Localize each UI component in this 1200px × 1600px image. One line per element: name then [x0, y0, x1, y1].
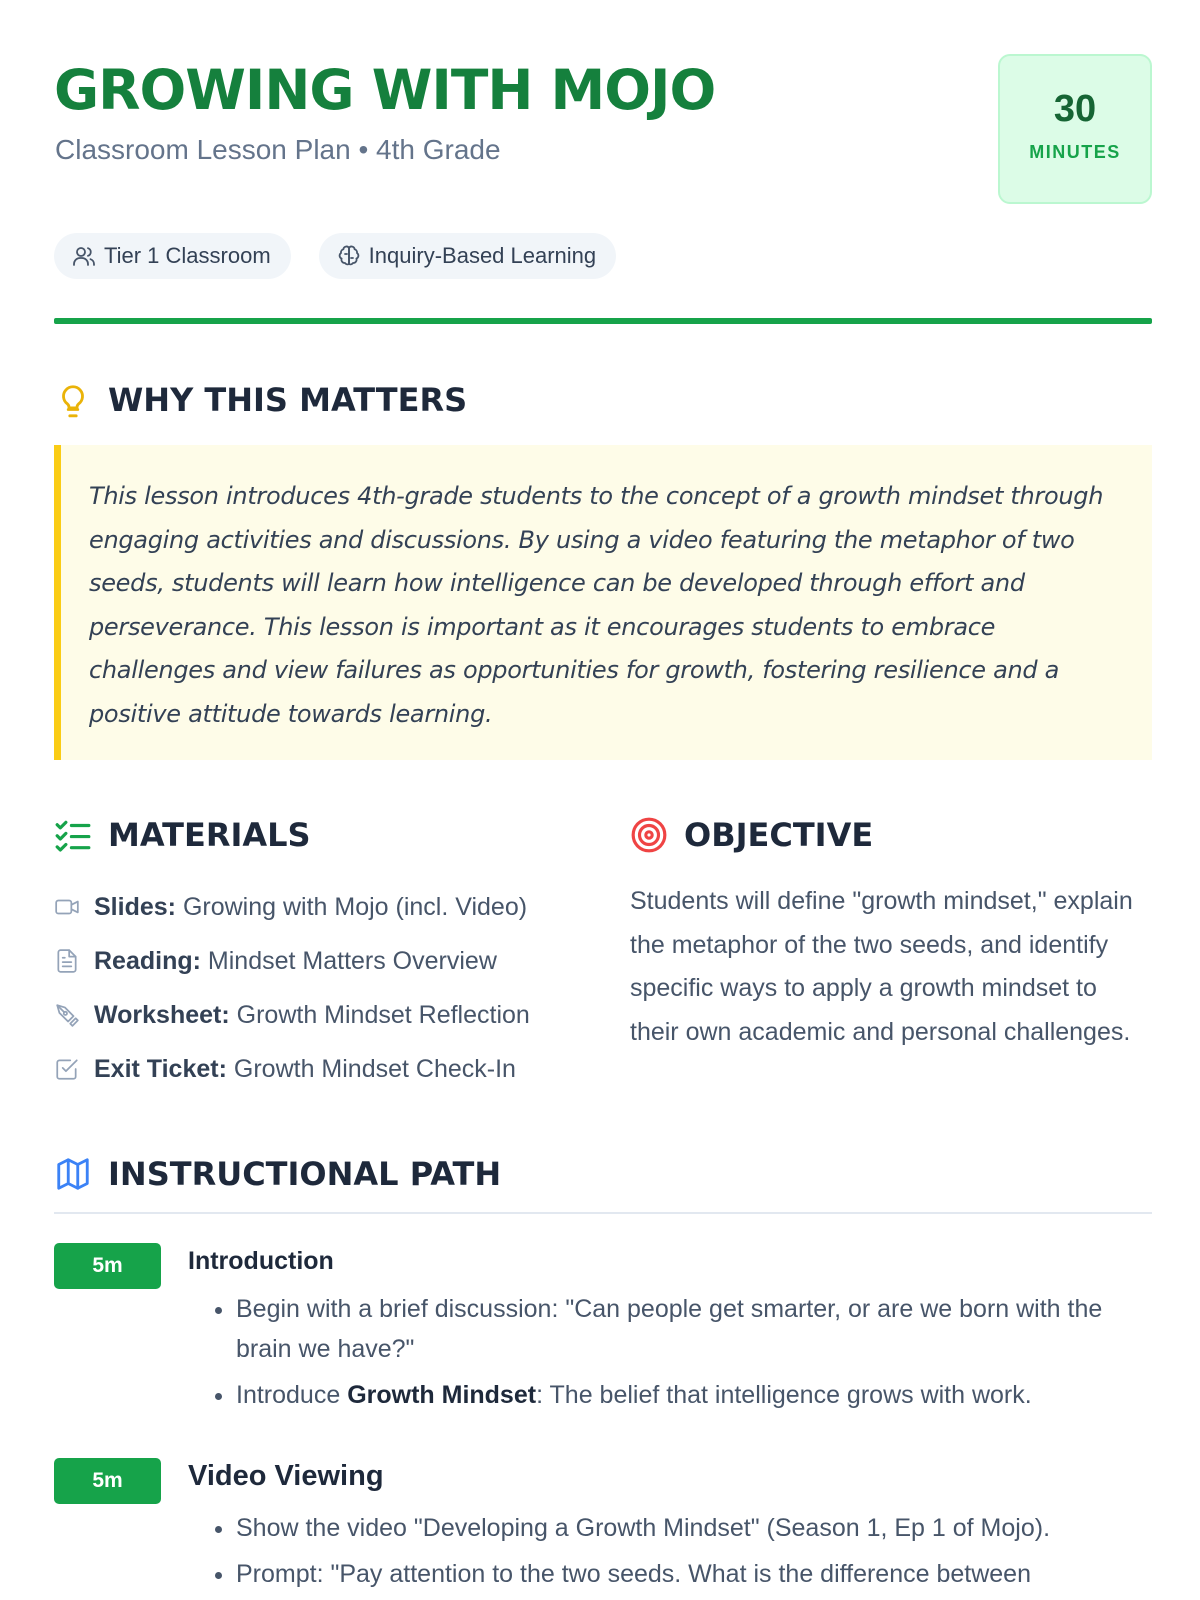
duration-value: 30 [1053, 88, 1097, 130]
list-item: • Begin with a brief discussion: "Can people get smarter, or are we born with the brain we have?" [236, 1289, 1152, 1369]
target-icon [630, 816, 668, 854]
lightbulb-icon [54, 381, 92, 419]
why-text: This lesson introduces 4th-grade students to the concept of a growth mindset through engaging activities and discussions. By using a video featuring the metaphor of two seeds, students will learn how intelligence can be developed through effort and perseverance. This lesson is important as it encourages students to embrace challenges and view failures as opportunities for growth, fostering resilience and a positive attitude towards learning. [89, 482, 1104, 728]
material-value: Growth Mindset Check-In [233, 1054, 516, 1083]
material-item [54, 1042, 594, 1096]
list-item: • Prompt: "Pay attention to the two seeds. What is the difference between [236, 1554, 1152, 1594]
users-icon [72, 244, 96, 268]
list-item: • Introduce Growth Mindset: The belief that intelligence grows with work. [236, 1375, 1152, 1415]
page-title: GROWING WITH MOJO [54, 58, 716, 122]
video-icon [54, 894, 80, 920]
header-divider [54, 318, 1152, 324]
step-title: Introduction [188, 1247, 334, 1275]
checklist-icon [54, 816, 92, 854]
pen-tool-icon [54, 1002, 80, 1028]
step-time-badge: 5m [54, 1458, 161, 1504]
objective-heading-text: OBJECTIVE [684, 816, 874, 854]
tag-method [319, 233, 616, 279]
header [54, 52, 1152, 212]
step-bullets [214, 1289, 1152, 1421]
document-icon [54, 948, 80, 974]
objective-text: Students will define "growth mindset," explain the metaphor of the two seeds, and identify specific ways to apply a growth mindset to their own academic and personal challenges. [630, 887, 1133, 1046]
why-callout [54, 445, 1152, 760]
material-label: Reading: [94, 946, 201, 975]
materials-list [54, 880, 594, 1096]
duration-badge [998, 54, 1152, 204]
materials-heading [54, 816, 311, 854]
step-time-badge: 5m [54, 1243, 161, 1289]
material-label: Worksheet: [94, 1000, 230, 1029]
brain-icon [337, 244, 361, 268]
tag-tier [54, 233, 291, 279]
tag-list [54, 233, 616, 279]
material-value: Mindset Matters Overview [207, 946, 497, 975]
step-bullets [214, 1508, 1152, 1600]
why-heading [54, 381, 467, 419]
why-heading-text: WHY THIS MATTERS [108, 381, 468, 419]
map-icon [54, 1155, 92, 1193]
objective-heading [630, 816, 873, 854]
material-value: Growing with Mojo (incl. Video) [182, 892, 528, 921]
material-item [54, 988, 594, 1042]
material-value: Growth Mindset Reflection [236, 1000, 530, 1029]
material-label: Slides: [94, 892, 176, 921]
materials-heading-text: MATERIALS [108, 816, 311, 854]
checkbox-icon [54, 1056, 80, 1082]
tag-label: Inquiry-Based Learning [368, 243, 597, 268]
material-item [54, 934, 594, 988]
duration-unit: MINUTES [1029, 142, 1121, 162]
material-label: Exit Ticket: [94, 1054, 227, 1083]
path-heading [54, 1155, 501, 1193]
list-item: • Show the video "Developing a Growth Mindset" (Season 1, Ep 1 of Mojo). [236, 1508, 1152, 1548]
path-heading-text: INSTRUCTIONAL PATH [108, 1155, 502, 1193]
material-item [54, 880, 594, 934]
tag-label: Tier 1 Classroom [104, 243, 271, 268]
path-divider [54, 1212, 1152, 1214]
page-subtitle: Classroom Lesson Plan • 4th Grade [55, 134, 501, 165]
step-title: Video Viewing [188, 1460, 384, 1492]
